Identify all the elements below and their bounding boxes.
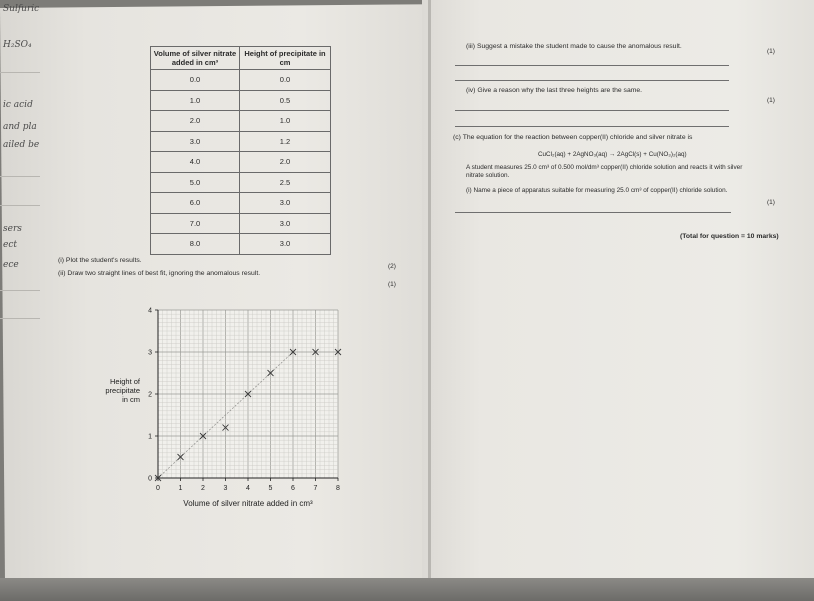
table-row xyxy=(151,131,331,152)
volume-cell: 1.0 xyxy=(151,90,240,111)
table-row xyxy=(151,213,331,234)
height-cell: 3.0 xyxy=(240,193,331,214)
question-iv: (iv) Give a reason why the last three heights are the same. xyxy=(466,87,643,94)
results-table xyxy=(150,46,331,255)
book-spine xyxy=(428,0,431,601)
margin-rule xyxy=(0,72,40,73)
margin-note: ece xyxy=(3,260,19,270)
x-tick-label: 5 xyxy=(268,485,273,492)
height-cell: 0.0 xyxy=(240,70,331,91)
table-row xyxy=(151,111,331,132)
table-row xyxy=(151,70,331,91)
table-row xyxy=(151,152,331,173)
y-tick-label: 1 xyxy=(148,433,152,441)
y-axis-label-line: Height of xyxy=(109,377,140,386)
marks-ii: (1) xyxy=(388,281,396,288)
x-tick-label: 8 xyxy=(336,485,340,492)
margin-rule xyxy=(0,290,40,291)
margin-note: ect xyxy=(3,240,17,250)
margin-rule xyxy=(0,318,40,319)
table-surface xyxy=(0,578,814,601)
results-graph xyxy=(70,300,370,535)
margin-note: ailed be xyxy=(3,140,40,150)
question-i: (i) Plot the student's results. xyxy=(58,257,142,264)
x-tick-label: 7 xyxy=(313,485,318,492)
volume-cell: 2.0 xyxy=(151,111,240,132)
table-header: Height of precipitate in cm xyxy=(240,47,331,70)
height-cell: 3.0 xyxy=(240,213,331,234)
volume-cell: 5.0 xyxy=(151,172,240,193)
marks-iv: (1) xyxy=(767,97,775,104)
volume-cell: 8.0 xyxy=(151,234,240,255)
volume-cell: 7.0 xyxy=(151,213,240,234)
height-cell: 2.0 xyxy=(240,152,331,173)
height-cell: 1.2 xyxy=(240,131,331,152)
volume-cell: 0.0 xyxy=(151,70,240,91)
margin-note: and pla xyxy=(3,122,37,132)
margin-note: H₂SO₄ xyxy=(3,40,32,50)
height-cell: 0.5 xyxy=(240,90,331,111)
margin-note: sers xyxy=(3,224,22,234)
table-row xyxy=(151,172,331,193)
answer-line xyxy=(455,110,729,111)
y-tick-label: 4 xyxy=(148,307,152,315)
table-row xyxy=(151,90,331,111)
answer-line xyxy=(455,80,729,81)
marks-iii: (1) xyxy=(767,48,775,55)
x-tick-label: 6 xyxy=(291,485,295,492)
marks-i: (2) xyxy=(388,263,396,270)
x-axis-label: Volume of silver nitrate added in cm³ xyxy=(183,499,313,508)
x-tick-label: 1 xyxy=(178,485,183,492)
question-iii: (iii) Suggest a mistake the student made to cause the anomalous result. xyxy=(466,43,682,50)
question-c-i: (i) Name a piece of apparatus suitable for measuring 25.0 cm³ of copper(II) chloride solution. xyxy=(466,187,728,194)
answer-line xyxy=(455,126,729,127)
reaction-equation: CuCl₂(aq) + 2AgNO₃(aq) → 2AgCl(s) + Cu(NO₃)₂(aq) xyxy=(538,151,687,158)
height-cell: 3.0 xyxy=(240,234,331,255)
x-tick-label: 4 xyxy=(246,485,250,492)
margin-note: Sulfuric xyxy=(3,4,40,14)
y-tick-label: 0 xyxy=(148,475,152,483)
margin-rule xyxy=(0,176,40,177)
margin-note: ic acid xyxy=(3,100,33,110)
question-ii: (ii) Draw two straight lines of best fit, ignoring the anomalous result. xyxy=(58,270,261,277)
y-axis-label-line: in cm xyxy=(122,395,140,404)
y-axis-label-line: precipitate xyxy=(105,386,140,395)
y-tick-label: 2 xyxy=(148,391,152,399)
context-text: nitrate solution. xyxy=(466,172,510,179)
total-marks: (Total for question = 10 marks) xyxy=(680,233,779,240)
table-header: Volume of silver nitrate added in cm³ xyxy=(151,47,240,70)
table-row xyxy=(151,193,331,214)
context-text: A student measures 25.0 cm³ of 0.500 mol/dm³ copper(II) chloride solution and reacts it with silver xyxy=(466,164,743,171)
volume-cell: 3.0 xyxy=(151,131,240,152)
margin-rule xyxy=(0,205,40,206)
height-cell: 1.0 xyxy=(240,111,331,132)
answer-line xyxy=(455,212,731,213)
x-tick-label: 0 xyxy=(156,485,160,492)
question-c: (c) The equation for the reaction between copper(II) chloride and silver nitrate is xyxy=(453,134,693,141)
x-tick-label: 2 xyxy=(201,485,205,492)
volume-cell: 4.0 xyxy=(151,152,240,173)
marks-c-i: (1) xyxy=(767,199,775,206)
volume-cell: 6.0 xyxy=(151,193,240,214)
height-cell: 2.5 xyxy=(240,172,331,193)
y-tick-label: 3 xyxy=(148,349,152,357)
x-tick-label: 3 xyxy=(223,485,228,492)
table-row xyxy=(151,234,331,255)
y-axis-label xyxy=(105,377,141,404)
answer-line xyxy=(455,65,729,66)
